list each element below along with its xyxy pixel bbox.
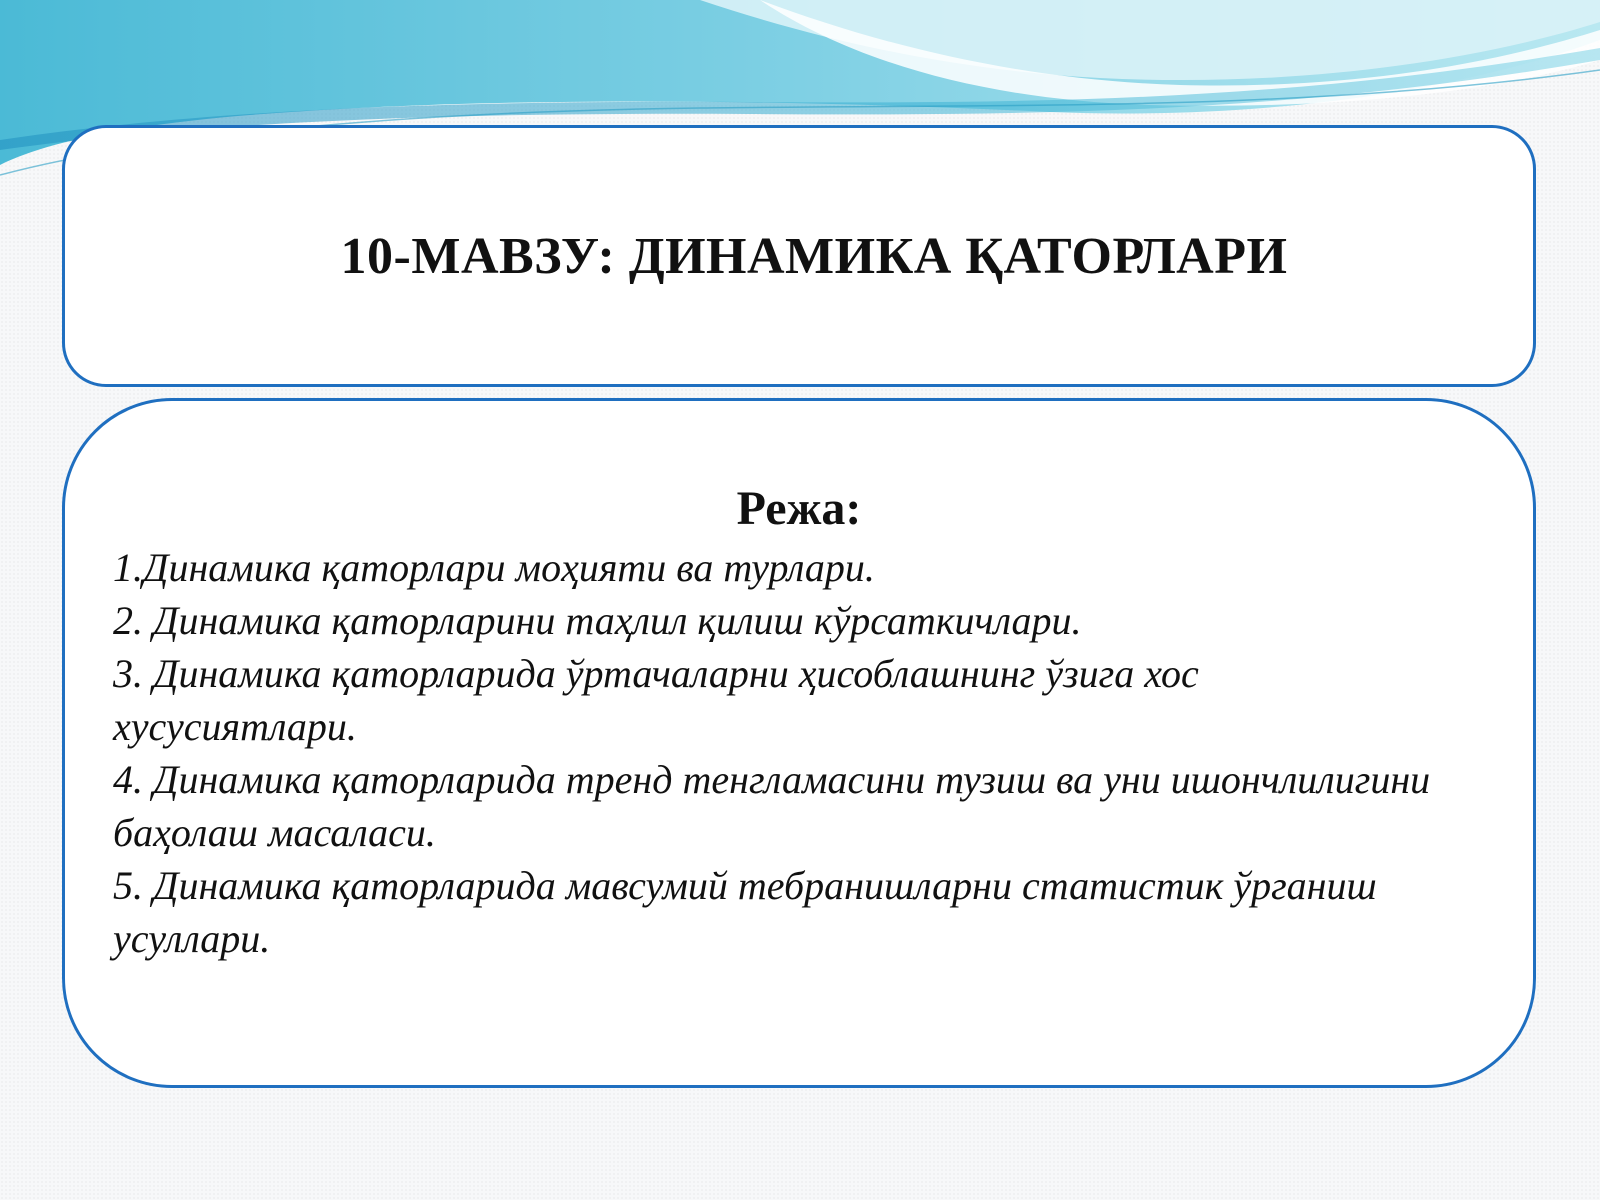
plan-frame: [62, 398, 1536, 1088]
plan-item: 1.Динамика қаторлари моҳияти ва турлари.: [113, 545, 875, 590]
plan-item: 2. Динамика қаторларини таҳлил қилиш кўрсаткичлари.: [113, 598, 1082, 643]
plan-item: 4. Динамика қаторларида тренд тенгламасини тузиш ва уни ишончлилигини баҳолаш масаласи.: [113, 757, 1431, 855]
plan-item: 5. Динамика қаторларида мавсумий тебранишларни статистик ўрганиш усуллари.: [113, 863, 1377, 961]
slide-title: 10-МАВЗУ: ДИНАМИКА ҚАТОРЛАРИ: [340, 227, 1288, 285]
title-frame: [62, 125, 1536, 387]
plan-list: [113, 541, 1433, 965]
plan-item: 3. Динамика қаторларида ўртачаларни ҳисоблашнинг ўзига хос хусусиятлари.: [113, 651, 1199, 749]
plan-heading: Режа:: [736, 482, 862, 535]
